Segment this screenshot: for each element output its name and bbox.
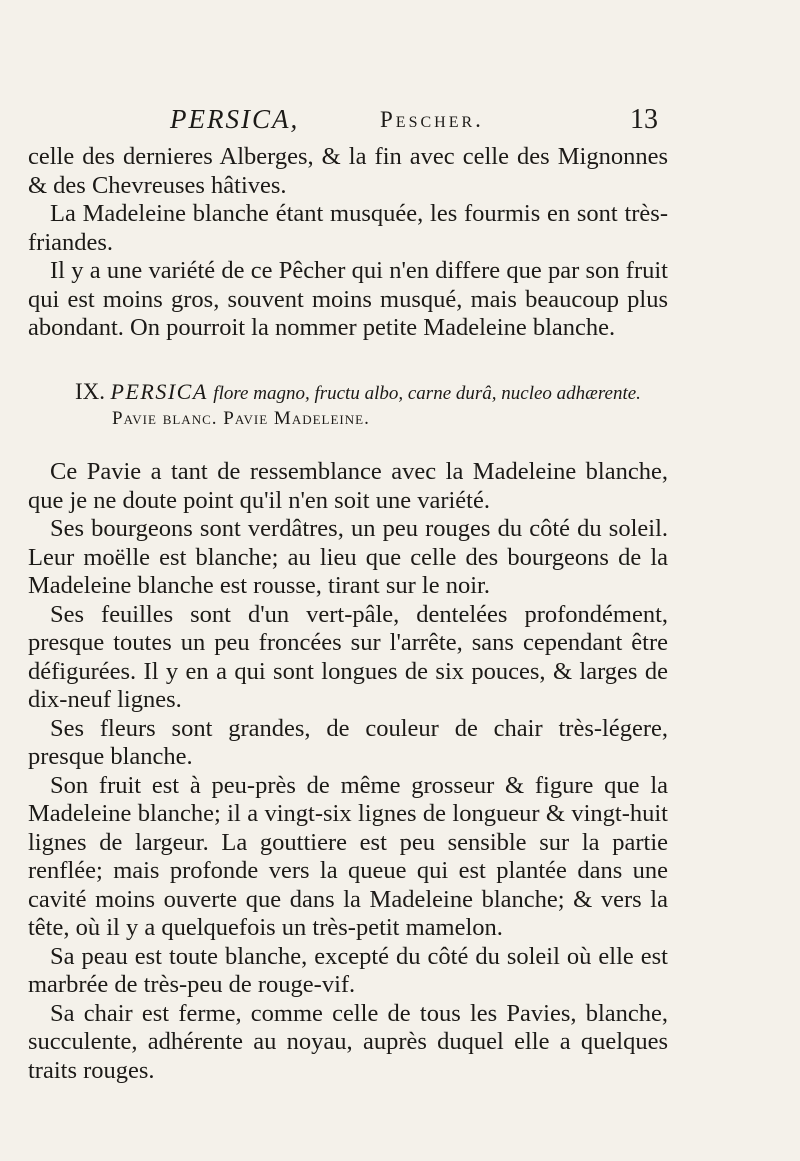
entry-number: IX. xyxy=(75,379,106,404)
page-number: 13 xyxy=(630,104,658,135)
paragraph: Sa peau est toute blanche, excepté du côté du soleil où elle est marbrée de très-peu de rouge-vif. xyxy=(28,942,668,998)
header-subtitle: Pescher. xyxy=(380,107,484,132)
paragraph: Ses feuilles sont d'un vert-pâle, dentelées profondément, presque toutes un peu froncées sur l'arrête, sans cependant être défigurées. Il y en a qui sont longues de six pouces, & larges de dix-neuf lignes. xyxy=(28,600,668,713)
entry-common-names: Pavie blanc. Pavie Madeleine. xyxy=(112,408,370,429)
running-header xyxy=(0,104,800,144)
paragraph: Son fruit est à peu-près de même grosseur & figure que la Madeleine blanche; il a vingt-six lignes de longueur & vingt-huit lignes de largeur. La gouttiere est peu sensible sur la partie renflée; mais profonde vers la queue qui est plantée dans une cavité moins ouverte que dans la Madeleine blanche; & vers la tête, où il y a quelquefois un très-petit mamelon. xyxy=(28,771,668,941)
entry-description: flore magno, fructu albo, carne durâ, nucleo adhærente. xyxy=(213,383,641,404)
header-title: PERSICA, xyxy=(170,104,300,134)
entry-heading xyxy=(75,379,675,405)
paragraph: Ses bourgeons sont verdâtres, un peu rouges du côté du soleil. Leur moëlle est blanche; au lieu que celle des bourgeons de la Madeleine blanche est rousse, tirant sur le noir. xyxy=(28,515,668,599)
paragraph: Sa chair est ferme, comme celle de tous les Pavies, blanche, succulente, adhérente au noyau, auprès duquel elle a quelques traits rouges. xyxy=(28,999,668,1084)
paragraph: Ses fleurs sont grandes, de couleur de chair très-légere, presque blanche. xyxy=(28,714,668,770)
paragraph: La Madeleine blanche étant musquée, les fourmis en sont très-friandes. xyxy=(28,200,668,256)
paragraph: Ce Pavie a tant de ressemblance avec la Madeleine blanche, que je ne doute point qu'il n'en soit une variété. xyxy=(28,458,668,514)
paragraph: celle des dernieres Alberges, & la fin avec celle des Mignonnes & des Chevreuses hâtives. xyxy=(28,143,668,199)
text-block-body xyxy=(28,458,668,1085)
text-block-top xyxy=(28,143,668,343)
entry-genus: PERSICA xyxy=(110,379,208,404)
paragraph: Il y a une variété de ce Pêcher qui n'en differe que par son fruit qui est moins gros, souvent moins musqué, mais beaucoup plus abondant. On pourroit la nommer petite Madeleine blanche. xyxy=(28,257,668,341)
